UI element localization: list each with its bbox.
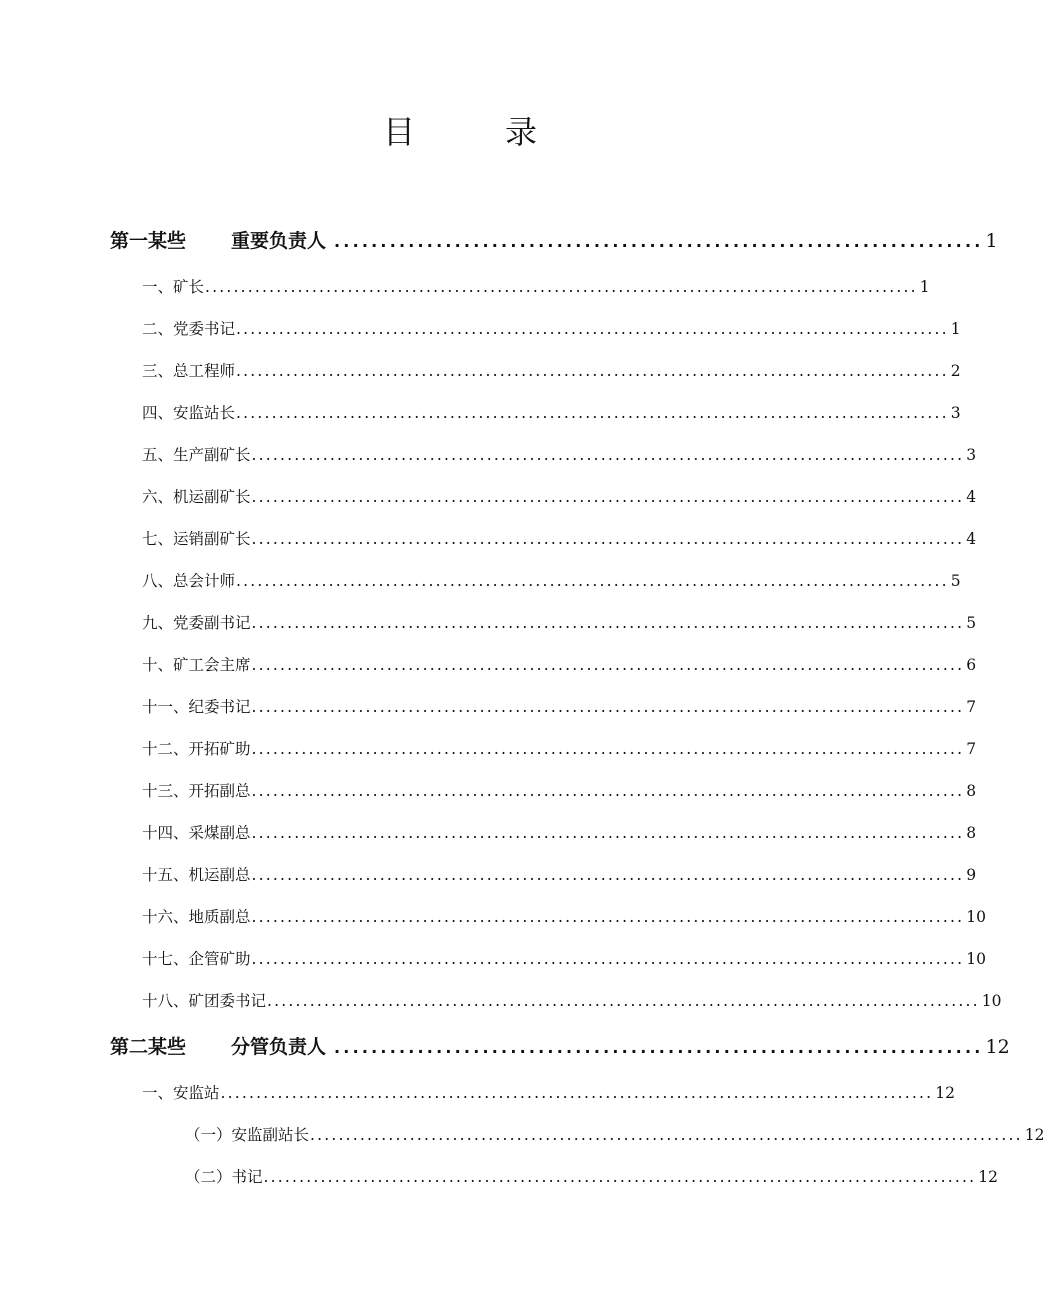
toc-leader: ....................................................................................................: [263, 1168, 977, 1186]
toc-entry-label: 十四、采煤副总: [142, 824, 251, 842]
toc-entry-label: 八、总会计师: [142, 572, 236, 590]
toc-entry-label: 十一、纪委书记: [142, 698, 251, 716]
toc-page-number: 4: [966, 530, 977, 548]
toc-entry[interactable]: [142, 485, 977, 507]
toc-entry[interactable]: [142, 905, 986, 927]
toc-leader: ....................................................................................................: [236, 404, 949, 422]
toc-subentry-label: （二）书记: [185, 1168, 263, 1186]
toc-leader: ......................................................................: [334, 232, 984, 251]
toc-entry-label: 十七、企管矿助: [142, 950, 251, 968]
toc-entry[interactable]: [142, 947, 986, 969]
toc-page-number: 4: [966, 488, 977, 506]
toc-entry-label: 十五、机运副总: [142, 866, 251, 884]
toc-entry-label: 六、机运副矿长: [142, 488, 251, 506]
toc-leader: ....................................................................................................: [236, 572, 949, 590]
toc-entry-label: 一、安监站: [142, 1084, 220, 1102]
toc-page-number: 8: [966, 782, 977, 800]
toc-entry[interactable]: [142, 821, 977, 843]
toc-entry[interactable]: [142, 1081, 955, 1103]
toc-entry[interactable]: [142, 737, 977, 759]
toc-leader: ....................................................................................................: [251, 950, 965, 968]
page-title: [0, 108, 920, 156]
toc-page-number: 5: [966, 614, 977, 632]
toc-leader: ....................................................................................................: [251, 908, 965, 926]
toc-leader: ....................................................................................................: [267, 992, 980, 1010]
toc-entry-label: 四、安监站长: [142, 404, 236, 422]
toc-leader: ....................................................................................................: [236, 362, 949, 380]
title-char-1: 目: [382, 113, 415, 151]
toc-subentry[interactable]: [185, 1123, 1044, 1145]
toc-entry[interactable]: [142, 569, 961, 591]
toc-page-number: 5: [950, 572, 961, 590]
toc-leader: ....................................................................................................: [251, 782, 965, 800]
toc-page-number: 12: [935, 1084, 955, 1102]
toc-leader: ....................................................................................................: [251, 614, 965, 632]
toc-page-number: 2: [950, 362, 961, 380]
toc-entry[interactable]: [142, 863, 977, 885]
toc-entry[interactable]: [142, 779, 977, 801]
toc-entry-label: 七、运销副矿长: [142, 530, 251, 548]
toc-page-number: 10: [966, 908, 986, 926]
toc-entry[interactable]: [142, 317, 961, 339]
toc-leader: ....................................................................................................: [236, 320, 949, 338]
toc-part-label: 第一某些 重要负责人: [110, 230, 327, 252]
toc-page-number: 7: [966, 698, 977, 716]
toc-entry[interactable]: [142, 275, 930, 297]
toc-leader: ....................................................................................................: [251, 698, 965, 716]
toc-entry-label: 十、矿工会主席: [142, 656, 251, 674]
toc-leader: ....................................................................................................: [251, 824, 965, 842]
toc-subentry-label: （一）安监副站长: [185, 1126, 310, 1144]
toc-leader: ....................................................................................................: [251, 446, 965, 464]
toc-entry[interactable]: [142, 359, 961, 381]
toc-page-number: 8: [966, 824, 977, 842]
toc-part-label: 第二某些 分管负责人: [110, 1036, 327, 1058]
toc-leader: ....................................................................................................: [310, 1126, 1023, 1144]
toc-leader: ....................................................................................................: [220, 1084, 934, 1102]
toc-leader: ....................................................................................................: [251, 530, 965, 548]
title-char-2: 录: [505, 113, 538, 151]
toc-entry-label: 三、总工程师: [142, 362, 236, 380]
toc-entry-label: 十六、地质副总: [142, 908, 251, 926]
toc-page-number: 1: [919, 278, 930, 296]
toc-subentry[interactable]: [185, 1165, 998, 1187]
toc-page-number: 3: [966, 446, 977, 464]
toc-entry-label: 一、矿长: [142, 278, 205, 296]
toc-leader: ....................................................................................................: [251, 488, 965, 506]
toc-page-number: 10: [981, 992, 1002, 1010]
toc-entry[interactable]: [142, 527, 977, 549]
toc-page-number: 12: [985, 1036, 1010, 1058]
toc-leader: ......................................................................: [334, 1038, 984, 1057]
toc-leader: ....................................................................................................: [205, 278, 918, 296]
toc-entry[interactable]: [142, 611, 977, 633]
toc-entry-label: 二、党委书记: [142, 320, 236, 338]
toc-leader: ....................................................................................................: [251, 740, 965, 758]
toc-leader: ....................................................................................................: [251, 866, 965, 884]
toc-page-number: 1: [985, 230, 998, 252]
toc-entry-label: 十八、矿团委书记: [142, 992, 267, 1010]
toc-entry[interactable]: [142, 653, 977, 675]
toc-entry[interactable]: [142, 989, 1002, 1011]
toc-entry-label: 十二、开拓矿助: [142, 740, 251, 758]
toc-page-number: 6: [966, 656, 977, 674]
toc-page-number: 3: [950, 404, 961, 422]
toc-page-number: 7: [966, 740, 977, 758]
toc-entry-label: 五、生产副矿长: [142, 446, 251, 464]
toc-page-number: 1: [950, 320, 961, 338]
toc-page-number: 10: [966, 950, 986, 968]
toc-entry-label: 十三、开拓副总: [142, 782, 251, 800]
toc-entry[interactable]: [142, 443, 977, 465]
toc-entry[interactable]: [142, 401, 961, 423]
toc-page-number: 12: [1024, 1126, 1044, 1144]
toc-part-heading[interactable]: [110, 226, 998, 253]
toc-entry-label: 九、党委副书记: [142, 614, 251, 632]
toc-entry[interactable]: [142, 695, 977, 717]
toc-leader: ....................................................................................................: [251, 656, 965, 674]
toc-page-number: 9: [966, 866, 977, 884]
toc-page-number: 12: [978, 1168, 998, 1186]
toc-part-heading[interactable]: [110, 1032, 1010, 1059]
